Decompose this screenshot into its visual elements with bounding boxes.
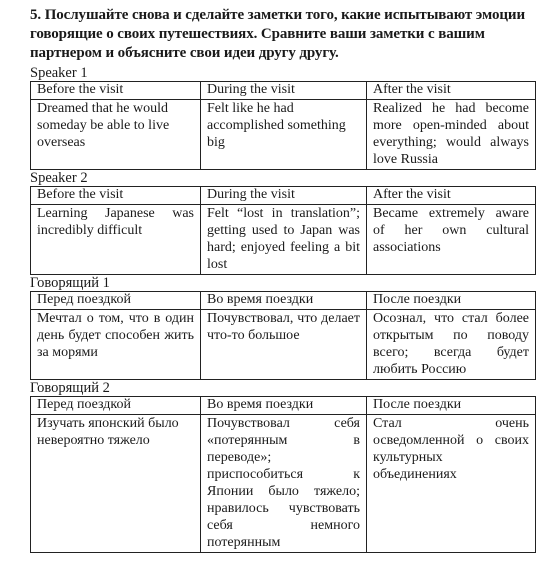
table-row	[31, 100, 536, 170]
cell-during: Felt like he had accomplished something big	[201, 100, 367, 170]
table-row	[31, 415, 536, 553]
section-label-speaker-2: Speaker 2	[30, 170, 88, 186]
cell-during: Почувствовал, что делает что-то большое	[201, 310, 367, 380]
table-header-row	[31, 187, 536, 205]
header-during: During the visit	[201, 82, 367, 100]
header-after: После поездки	[367, 397, 536, 415]
section-label-govoryashchiy-1: Говорящий 1	[30, 275, 110, 291]
cell-before: Мечтал о том, что в один день будет способен жить за морями	[31, 310, 201, 380]
table-header-row	[31, 82, 536, 100]
table-row	[31, 205, 536, 275]
header-during: Во время поездки	[201, 292, 367, 310]
cell-after: Осознал, что стал более открытым по поводу всего; всегда будет любить Россию	[367, 310, 536, 380]
cell-before: Learning Japanese was incredibly difficult	[31, 205, 201, 275]
notes-table-speaker-2	[30, 186, 536, 275]
textbook-page	[30, 6, 535, 553]
cell-after: Realized he had become more open-minded about everything; would always love Russia	[367, 100, 536, 170]
header-before: Перед поездкой	[31, 397, 201, 415]
header-before: Перед поездкой	[31, 292, 201, 310]
notes-table-govoryashchiy-1	[30, 291, 536, 380]
task-instruction	[30, 6, 535, 63]
table-row	[31, 310, 536, 380]
header-during: During the visit	[201, 187, 367, 205]
cell-before: Изучать японский было невероятно тяжело	[31, 415, 201, 553]
header-after: After the visit	[367, 82, 536, 100]
cell-during: Почувствовал себя «потерянным в переводе»; приспособиться к Японии было тяжело; нравилось чувствовать себя немного потерянным	[201, 415, 367, 553]
header-before: Before the visit	[31, 82, 201, 100]
section-label-govoryashchiy-2: Говорящий 2	[30, 380, 110, 396]
task-number: 5.	[30, 7, 42, 23]
cell-after: Became extremely aware of her own cultural associations	[367, 205, 536, 275]
task-text: Послушайте снова и сделайте заметки того, какие испытывают эмоции говорящие о своих путешествиях. Сравните ваши заметки с вашим партнером и объясните свои идеи другу другу.	[30, 7, 525, 61]
table-header-row	[31, 397, 536, 415]
header-after: After the visit	[367, 187, 536, 205]
cell-during: Felt “lost in translation”; getting used to Japan was hard; enjoyed feeling a bit lost	[201, 205, 367, 275]
header-after: После поездки	[367, 292, 536, 310]
cell-after: Стал очень осведомленной о своих культурных объединениях	[367, 415, 536, 553]
header-before: Before the visit	[31, 187, 201, 205]
notes-table-speaker-1	[30, 81, 536, 170]
notes-table-govoryashchiy-2	[30, 396, 536, 553]
header-during: Во время поездки	[201, 397, 367, 415]
section-label-speaker-1: Speaker 1	[30, 65, 88, 81]
table-header-row	[31, 292, 536, 310]
cell-before: Dreamed that he would someday be able to live overseas	[31, 100, 201, 170]
